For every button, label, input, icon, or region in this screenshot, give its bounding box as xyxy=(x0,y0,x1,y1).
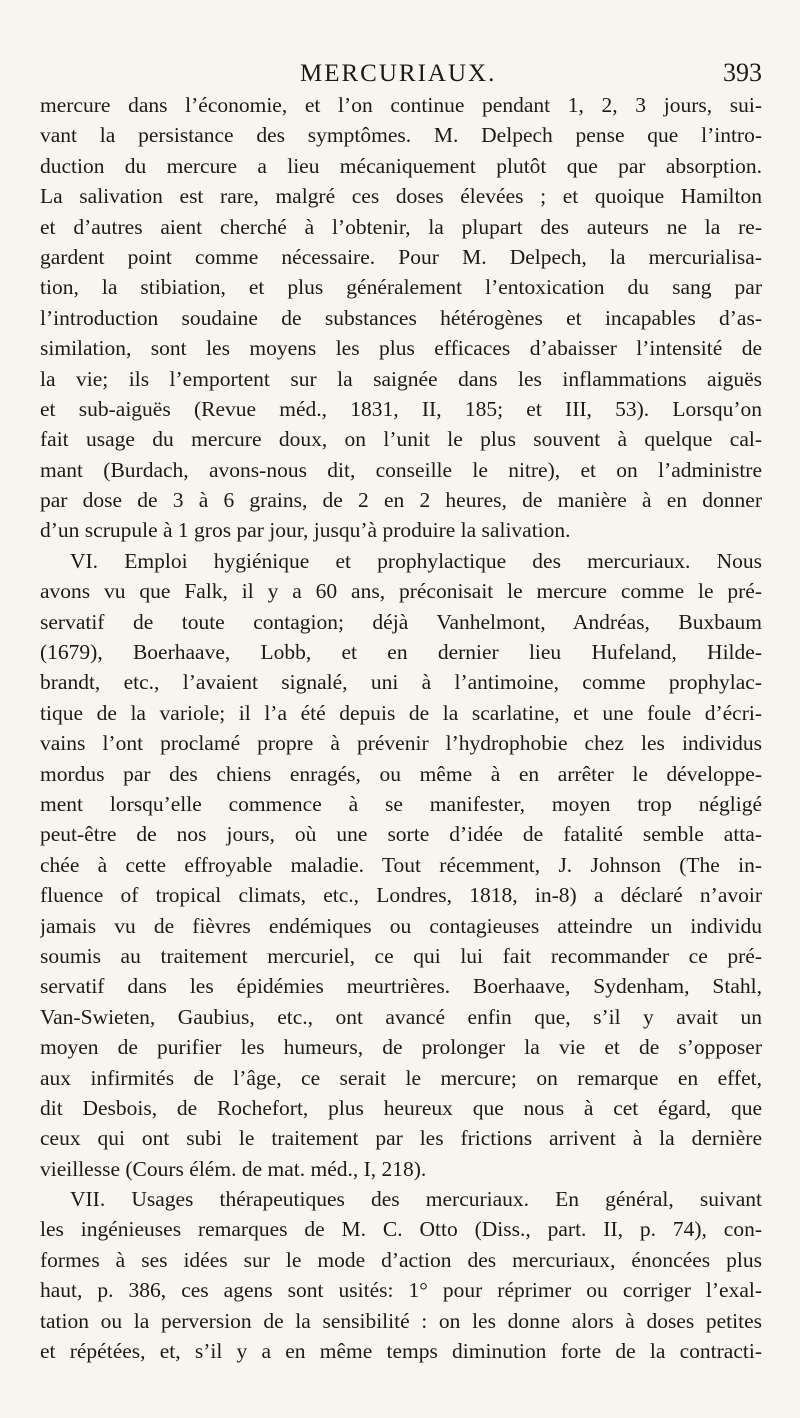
text-line: formes à ses idées sur le mode d’action des mercuriaux, énoncées plus xyxy=(40,1247,762,1272)
text-line: haut, p. 386, ces agens sont usités: 1° pour réprimer ou corriger l’exal- xyxy=(40,1278,762,1303)
text-line: ceux qui ont subi le traitement par les frictions arrivent à la dernière xyxy=(40,1126,762,1151)
text-line: et répétées, et, s’il y a en même temps diminution forte de la contracti- xyxy=(40,1339,762,1364)
text-line: les ingénieuses remarques de M. C. Otto (Diss., part. II, p. 74), con- xyxy=(40,1217,762,1242)
page-number: 393 xyxy=(723,58,762,87)
text-line: duction du mercure a lieu mécaniquement plutôt que par absorption. xyxy=(40,153,762,178)
page-header xyxy=(0,48,800,88)
text-line: fait usage du mercure doux, on l’unit le plus souvent à quelque cal- xyxy=(40,427,762,452)
text-line: l’introduction soudaine de substances hétérogènes et incapables d’as- xyxy=(40,305,762,330)
text-line: peut-être de nos jours, où une sorte d’idée de fatalité semble atta- xyxy=(40,822,762,847)
text-line: (1679), Boerhaave, Lobb, et en dernier lieu Hufeland, Hilde- xyxy=(40,640,762,665)
text-line: dit Desbois, de Rochefort, plus heureux que nous à cet égard, que xyxy=(40,1095,762,1120)
text-line: mant (Burdach, avons-nous dit, conseille le nitre), et on l’administre xyxy=(40,457,762,482)
text-line: jamais vu de fièvres endémiques ou contagieuses atteindre un individu xyxy=(40,913,762,938)
text-line: mordus par des chiens enragés, ou même à en arrêter le développe- xyxy=(40,761,762,786)
text-line: par dose de 3 à 6 grains, de 2 en 2 heures, de manière à en donner xyxy=(40,488,762,513)
text-line: avons vu que Falk, il y a 60 ans, préconisait le mercure comme le pré- xyxy=(40,579,762,604)
text-line: similation, sont les moyens les plus efficaces d’abaisser l’intensité de xyxy=(40,336,762,361)
text-line: la vie; ils l’emportent sur la saignée dans les inflammations aiguës xyxy=(40,366,762,391)
text-line: tation ou la perversion de la sensibilité : on les donne alors à doses petites xyxy=(40,1308,762,1333)
text-line: et d’autres aient cherché à l’obtenir, la plupart des auteurs ne la re- xyxy=(40,214,762,239)
text-line: tique de la variole; il l’a été depuis de la scarlatine, et une foule d’écri- xyxy=(40,700,762,725)
section-heading-line: VI. Emploi hygiénique et prophylactique des mercuriaux. Nous xyxy=(70,548,762,573)
text-line: soumis au traitement mercuriel, ce qui lui fait recommander ce pré- xyxy=(40,943,762,968)
text-line: aux infirmités de l’âge, ce serait le mercure; on remarque en effet, xyxy=(40,1065,762,1090)
section-heading-line: VII. Usages thérapeutiques des mercuriaux. En général, suivant xyxy=(70,1187,762,1212)
text-line: gardent point comme nécessaire. Pour M. Delpech, la mercurialisa- xyxy=(40,244,762,269)
text-line: chée à cette effroyable maladie. Tout récemment, J. Johnson (The in- xyxy=(40,852,762,877)
text-line: La salivation est rare, malgré ces doses élevées ; et quoique Hamilton xyxy=(40,184,762,209)
text-line: d’un scrupule à 1 gros par jour, jusqu’à produire la salivation. xyxy=(40,518,571,543)
text-line: tion, la stibiation, et plus généralement l’entoxication du sang par xyxy=(40,275,762,300)
text-line: vant la persistance des symptômes. M. Delpech pense que l’intro- xyxy=(40,123,762,148)
text-line: Van-Swieten, Gaubius, etc., ont avancé enfin que, s’il y avait un xyxy=(40,1004,762,1029)
text-line: fluence of tropical climats, etc., Londres, 1818, in-8) a déclaré n’avoir xyxy=(40,883,762,908)
running-title: MERCURIAUX. xyxy=(300,60,497,87)
body-text xyxy=(40,90,762,1366)
text-line: vieillesse (Cours élém. de mat. méd., I, 218). xyxy=(40,1156,427,1181)
text-line: moyen de purifier les humeurs, de prolonger la vie et de s’opposer xyxy=(40,1035,762,1060)
text-line: servatif de toute contagion; déjà Vanhelmont, Andréas, Buxbaum xyxy=(40,609,762,634)
text-line: et sub-aiguës (Revue méd., 1831, II, 185; et III, 53). Lorsqu’on xyxy=(40,396,762,421)
text-line: mercure dans l’économie, et l’on continue pendant 1, 2, 3 jours, sui- xyxy=(40,93,762,117)
text-line: vains l’ont proclamé propre à prévenir l’hydrophobie chez les individus xyxy=(40,731,762,756)
text-line: brandt, etc., l’avaient signalé, uni à l’antimoine, comme prophylac- xyxy=(40,670,762,695)
text-line: ment lorsqu’elle commence à se manifester, moyen trop négligé xyxy=(40,791,762,816)
text-line: servatif dans les épidémies meurtrières. Boerhaave, Sydenham, Stahl, xyxy=(40,974,762,999)
